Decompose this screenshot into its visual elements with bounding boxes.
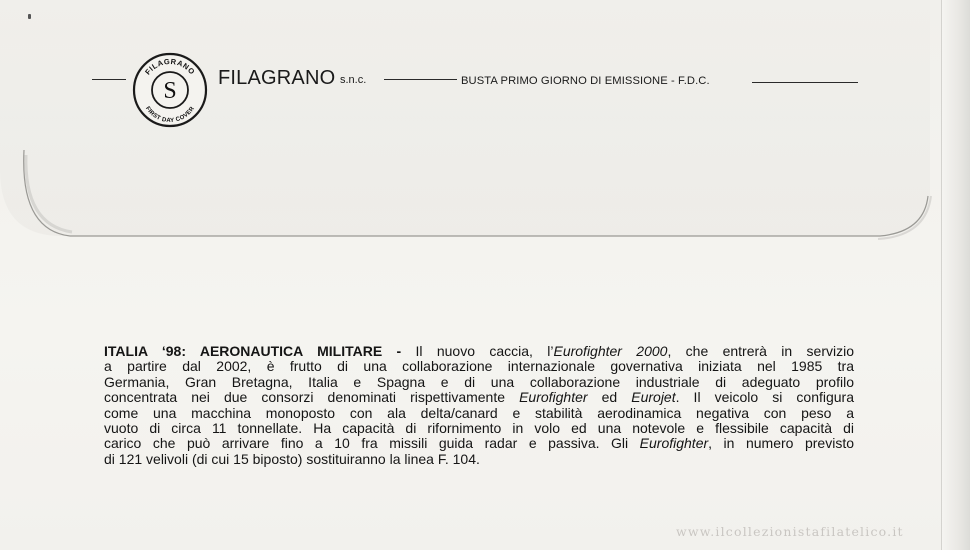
description-text: come una macchina monoposto con ala delta/canard e stabilità aerodinamica negativa con peso a bbox=[104, 404, 854, 421]
cover-type-label: BUSTA PRIMO GIORNO DI EMISSIONE - F.D.C. bbox=[461, 75, 710, 87]
watermark: www.ilcollezionistafilatelico.it bbox=[676, 524, 904, 539]
description-text: Il nuovo caccia, l’ bbox=[415, 343, 554, 359]
description-line bbox=[104, 436, 854, 451]
description-line bbox=[104, 390, 854, 405]
stamp-description bbox=[104, 344, 854, 467]
description-emphasis: Eurojet bbox=[631, 389, 676, 406]
description-emphasis: Eurofighter bbox=[519, 389, 588, 406]
seal-letter: S bbox=[163, 78, 177, 104]
description-text: a partire dal 2002, è frutto di una collaborazione internazionale governativa iniziata nel 1985 tra bbox=[104, 358, 854, 375]
rule-left bbox=[92, 79, 126, 80]
description-text: vuoto di circa 11 tonnellate. Ha capacità di rifornimento in volo ed una notevole e flessibile capacità di bbox=[104, 419, 854, 436]
description-text: carico che può arrivare fino a 10 fra missili guida radar e passiva. Gli bbox=[104, 435, 640, 452]
brand-suffix: s.n.c. bbox=[340, 74, 367, 86]
description-text: di 121 velivoli (di cui 15 biposto) sostituiranno la linea F. 104. bbox=[104, 450, 480, 467]
description-text: . Il veicolo si configura bbox=[675, 389, 854, 406]
filagrano-seal-icon bbox=[130, 50, 210, 130]
description-text: Germania, Gran Bretagna, Italia e Spagna e di una collaborazione industriale di adeguato profilo bbox=[104, 373, 854, 390]
cover-header bbox=[0, 0, 970, 125]
seal-bottom-text: FIRST DAY COVER bbox=[144, 105, 196, 125]
description-emphasis: Eurofighter 2000 bbox=[553, 343, 668, 359]
description-text: , in numero previsto bbox=[708, 435, 854, 452]
description-text: , che entrerà in servizio bbox=[667, 343, 854, 359]
description-text: ed bbox=[587, 389, 632, 406]
description-line bbox=[104, 375, 854, 390]
rule-right bbox=[752, 82, 858, 83]
seal-top-text: FILAGRANO bbox=[143, 56, 197, 77]
description-line bbox=[104, 406, 854, 421]
description-emphasis: Eurofighter bbox=[639, 435, 709, 452]
description-heading: ITALIA ‘98: AERONAUTICA MILITARE - bbox=[104, 343, 416, 359]
description-line bbox=[104, 452, 854, 467]
description-line bbox=[104, 344, 854, 359]
brand-name: FILAGRANO bbox=[218, 67, 336, 89]
description-line bbox=[104, 359, 854, 374]
rule-middle bbox=[384, 79, 457, 80]
description-line bbox=[104, 421, 854, 436]
description-text: concentrata nei due consorzi denominati rispettivamente bbox=[104, 389, 520, 406]
